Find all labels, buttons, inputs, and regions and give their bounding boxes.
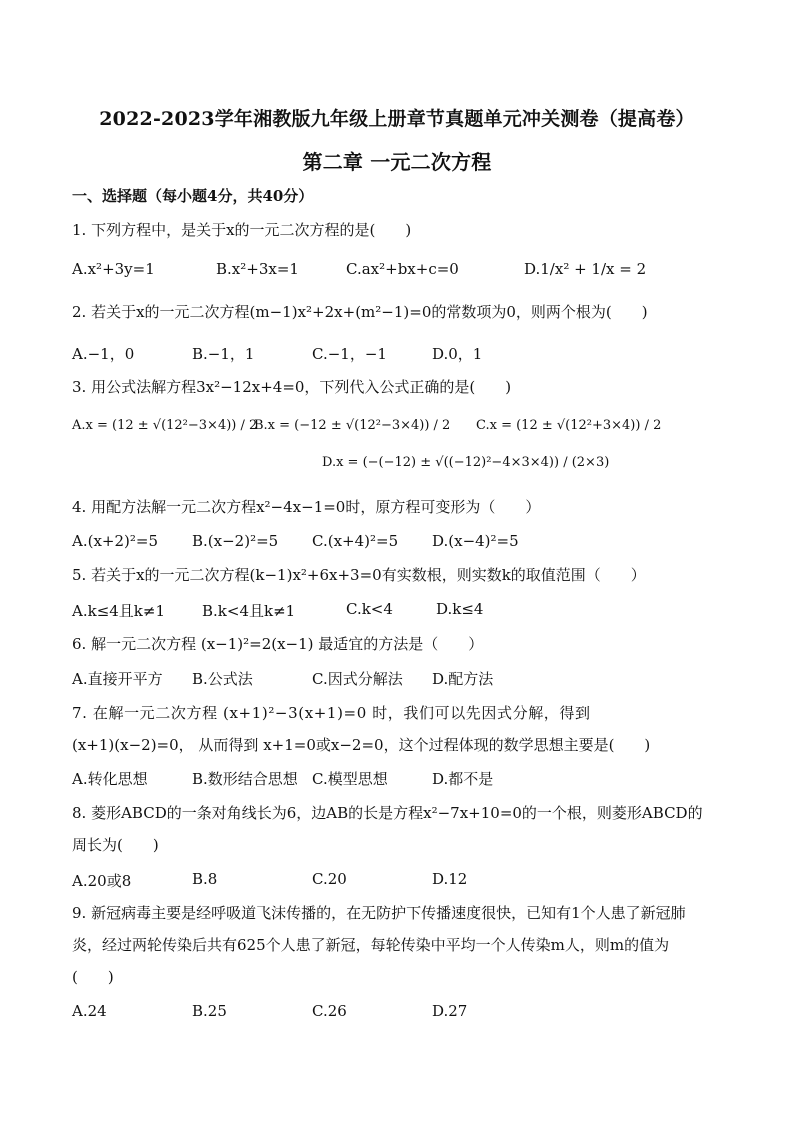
q7-option-d: D.都不是: [432, 770, 494, 788]
q1-option-c: C.ax²+bx+c=0: [346, 260, 459, 278]
q8-option-d: D.12: [432, 870, 468, 888]
q2-option-b: B.−1，1: [192, 345, 255, 363]
q4-option-a: A.(x+2)²=5: [72, 532, 159, 550]
section-heading: 一、选择题（每小题4分，共40分）: [72, 187, 314, 205]
q5-option-d: D.k≤4: [436, 600, 484, 618]
question-8-stem-line-1: 8. 菱形ABCD的一条对角线长为6，边AB的长是方程x²−7x+10=0的一个根，则菱形ABCD的: [72, 804, 703, 822]
question-6-stem: 6. 解一元二次方程 (x−1)²=2(x−1) 最适宜的方法是（ ）: [72, 635, 484, 653]
q3-option-c: C.x = (12 ± √(12²+3×4)) / 2: [476, 418, 662, 433]
question-4-stem: 4. 用配方法解一元二次方程x²−4x−1=0时，原方程可变形为（ ）: [72, 498, 541, 516]
q8-option-b: B.8: [192, 870, 218, 888]
question-5-stem: 5. 若关于x的一元二次方程(k−1)x²+6x+3=0有实数根，则实数k的取值范围（ ）: [72, 566, 646, 584]
q3-option-b: B.x = (−12 ± √(12²−3×4)) / 2: [254, 418, 451, 433]
question-3-stem: 3. 用公式法解方程3x²−12x+4=0，下列代入公式正确的是( ): [72, 378, 512, 396]
q5-option-c: C.k<4: [346, 600, 393, 618]
question-1-stem: 1. 下列方程中，是关于x的一元二次方程的是( ): [72, 221, 412, 239]
q6-option-d: D.配方法: [432, 670, 494, 688]
q9-option-a: A.24: [72, 1002, 107, 1020]
q2-option-a: A.−1，0: [72, 345, 135, 363]
q6-option-a: A.直接开平方: [72, 670, 163, 688]
question-7-stem-line-1: 7. 在解一元二次方程 (x+1)²−3(x+1)=0 时，我们可以先因式分解，得到: [72, 704, 591, 722]
q9-option-b: B.25: [192, 1002, 227, 1020]
q7-option-b: B.数形结合思想: [192, 770, 298, 788]
q5-option-b: B.k<4且k≠1: [202, 602, 296, 620]
q4-option-d: D.(x−4)²=5: [432, 532, 519, 550]
question-9-stem-line-1: 9. 新冠病毒主要是经呼吸道飞沫传播的，在无防护下传播速度很快，已知有1个人患了新冠肺: [72, 904, 686, 922]
q6-option-b: B.公式法: [192, 670, 253, 688]
q7-option-c: C.模型思想: [312, 770, 388, 788]
q6-option-c: C.因式分解法: [312, 670, 403, 688]
q3-option-a: A.x = (12 ± √(12²−3×4)) / 2: [72, 418, 258, 433]
question-7-stem-line-2: (x+1)(x−2)=0， 从而得到 x+1=0或x−2=0，这个过程体现的数学思想主要是( ): [72, 736, 651, 754]
question-2-stem: 2. 若关于x的一元二次方程(m−1)x²+2x+(m²−1)=0的常数项为0，则两个根为( ): [72, 303, 648, 321]
question-9-stem-line-2: 炎，经过两轮传染后共有625个人患了新冠，每轮传染中平均一个人传染m人，则m的值为: [72, 936, 670, 954]
question-8-stem-line-2: 周长为( ): [72, 836, 159, 854]
q3-option-d: D.x = (−(−12) ± √((−12)²−4×3×4)) / (2×3): [322, 455, 610, 470]
q8-option-c: C.20: [312, 870, 347, 888]
q9-option-d: D.27: [432, 1002, 468, 1020]
question-9-stem-line-3: ( ): [72, 968, 114, 986]
q4-option-c: C.(x+4)²=5: [312, 532, 399, 550]
q1-option-b: B.x²+3x=1: [216, 260, 299, 278]
q9-option-c: C.26: [312, 1002, 347, 1020]
q2-option-d: D.0，1: [432, 345, 483, 363]
q1-option-d: D.1/x² + 1/x = 2: [524, 260, 647, 278]
q1-option-a: A.x²+3y=1: [72, 260, 155, 278]
exam-title: 2022-2023学年湘教版九年级上册章节真题单元冲关测卷（提高卷）: [99, 108, 695, 130]
q4-option-b: B.(x−2)²=5: [192, 532, 279, 550]
q7-option-a: A.转化思想: [72, 770, 148, 788]
q5-option-a: A.k≤4且k≠1: [72, 602, 166, 620]
q8-option-a: A.20或8: [72, 872, 132, 890]
chapter-title: 第二章 一元二次方程: [302, 150, 492, 174]
q2-option-c: C.−1，−1: [312, 345, 387, 363]
